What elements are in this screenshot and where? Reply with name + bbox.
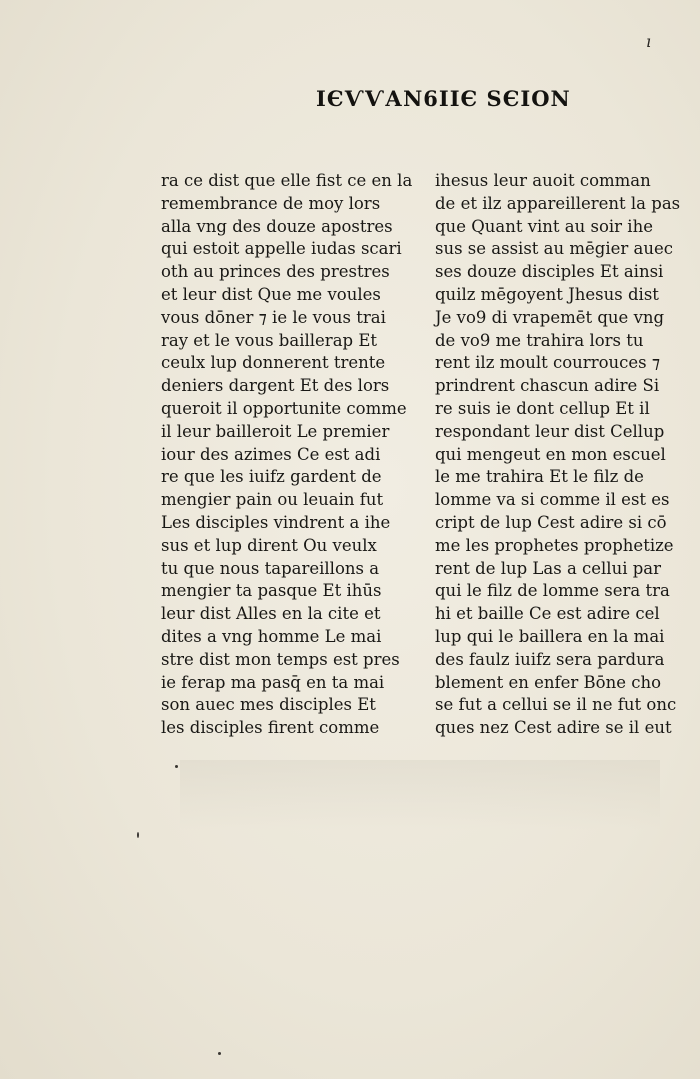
text-line: sus se assist au mēgier auec (435, 239, 674, 259)
text-line: et leur dist Que me voules (161, 284, 381, 304)
text-line: ra ce dist que elle fist ce en la (161, 171, 413, 190)
show-through-shadow (180, 760, 660, 830)
text-line: ceulx lup donnerent trente (161, 353, 386, 373)
text-line: de vo9 me trahira lors tu (435, 330, 644, 350)
text-line: ses douze disciples Et ainsi (435, 262, 664, 282)
ink-speck (175, 765, 178, 768)
text-line: que Quant vint au soir ihe (435, 216, 653, 236)
text-line: qui le filz de lomme sera tra (435, 581, 670, 601)
text-line: son auec mes disciples Et (161, 695, 376, 715)
text-line: rent ilz moult courrouces ⁊ (435, 353, 661, 373)
text-line: me les prophetes prophetize (435, 535, 674, 555)
text-line: oth au princes des prestres (161, 262, 390, 282)
ink-speck (137, 832, 139, 838)
text-line: lup qui le baillera en la mai (435, 626, 665, 646)
text-line: iour des azimes Ce est adi (161, 444, 381, 464)
leaf-mark: ı (646, 32, 652, 51)
text-line: ray et le vous baillerap Et (161, 330, 378, 350)
text-line: des faulz iuifz sera pardura (435, 649, 665, 669)
text-line: prindrent chascun adire Si (435, 376, 660, 396)
text-line: remembrance de moy lors (161, 193, 381, 213)
left-text-column (161, 170, 413, 740)
text-line: le me trahira Et le filz de (435, 467, 644, 487)
text-line: alla vng des douze apostres (161, 216, 393, 236)
text-line: cript de lup Cest adire si cō (435, 512, 667, 532)
text-line: re suis ie dont cellup Et il (435, 398, 650, 418)
text-line: re que les iuifz gardent de (161, 467, 382, 487)
text-line: quilz mēgoyent Jhesus dist (435, 284, 659, 304)
text-line: mengier ta pasque Et ihūs (161, 581, 382, 601)
text-line: stre dist mon temps est pres (161, 649, 400, 669)
text-line: ie ferap ma pasq̄ en ta mai (161, 672, 385, 692)
text-line: ihesus leur auoit comman (435, 171, 651, 190)
text-line: il leur bailleroit Le premier (161, 421, 390, 441)
text-line: sus et lup dirent Ou veulx (161, 535, 377, 555)
text-line: ques nez Cest adire se il eut (435, 718, 672, 738)
text-line: qui mengeut en mon escuel (435, 444, 666, 464)
text-line: lomme va si comme il est es (435, 490, 670, 510)
text-line: se fut a cellui se il ne fut onc (435, 695, 677, 715)
text-line: Les disciples vindrent a ihe (161, 512, 391, 532)
text-line: Je vo9 di vrapemēt que vng (435, 307, 665, 327)
text-line: rent de lup Las a cellui par (435, 558, 662, 578)
text-line: queroit il opportunite comme (161, 398, 407, 418)
text-line: vous dōner ⁊ ie le vous trai (161, 307, 386, 327)
running-head: ІЄѴѴАN6ІІЄ ЅЄІОN (316, 86, 571, 111)
right-text-column (435, 170, 680, 740)
text-line: mengier pain ou leuain fut (161, 490, 384, 510)
ink-speck (218, 1052, 221, 1055)
text-line: leur dist Alles en la cite et (161, 604, 381, 624)
text-line: qui estoit appelle iudas scari (161, 239, 402, 259)
text-line: blement en enfer Bōne cho (435, 672, 662, 692)
text-line: de et ilz appareillerent la pas (435, 193, 681, 213)
text-line: hi et baille Ce est adire cel (435, 604, 660, 624)
text-line: deniers dargent Et des lors (161, 376, 390, 396)
text-line: dites a vng homme Le mai (161, 626, 382, 646)
text-line: tu que nous tapareillons a (161, 558, 380, 578)
text-line: respondant leur dist Cellup (435, 421, 665, 441)
text-line: les disciples firent comme (161, 718, 380, 738)
